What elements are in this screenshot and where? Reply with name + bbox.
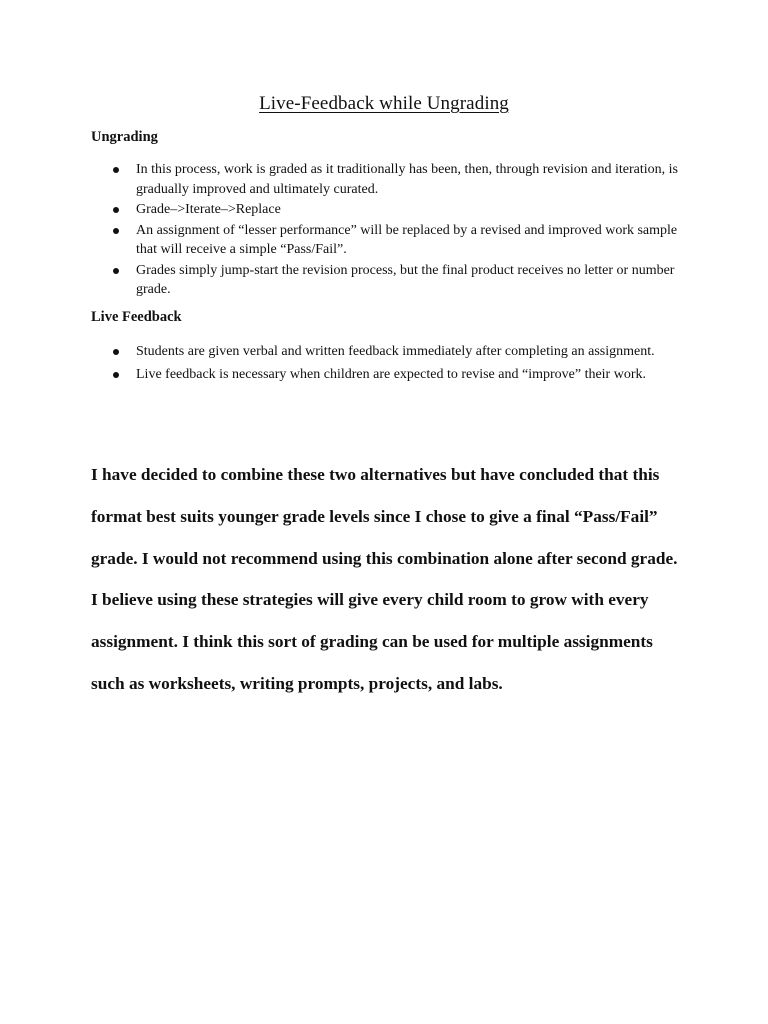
bullet-icon: [113, 349, 119, 355]
bullet-icon: [113, 228, 119, 234]
bullet-icon: [113, 268, 119, 274]
list-item-text: In this process, work is graded as it traditionally has been, then, through revision and iteration, is gradually improved and ultimately curated.: [136, 162, 678, 197]
section-heading-ungrading: Ungrading: [91, 129, 158, 145]
list-item-text: Live feedback is necessary when children are expected to revise and “improve” their work.: [136, 366, 646, 382]
list-item: [91, 200, 681, 220]
list-item-text: Grade–>Iterate–>Replace: [136, 202, 281, 217]
list-item: [91, 261, 681, 300]
conclusion-paragraph: I have decided to combine these two alternatives but have concluded that this format best suits younger grade levels since I chose to give a final “Pass/Fail” grade. I would not recommend using this combination alone after second grade. I believe using these strategies will give every child room to grow with every assignment. I think this sort of grading can be used for multiple assignments such as worksheets, writing prompts, projects, and labs.: [91, 465, 678, 693]
bullet-list-ungrading: [91, 160, 681, 301]
list-item: [91, 160, 681, 199]
list-item-text: Students are given verbal and written feedback immediately after completing an assignment.: [136, 344, 655, 359]
list-item: [91, 221, 681, 260]
list-item-text: An assignment of “lesser performance” will be replaced by a revised and improved work sample that will receive a simple “Pass/Fail”.: [136, 222, 678, 257]
list-item: [91, 342, 681, 362]
document-title: Live-Feedback while Ungrading: [259, 93, 509, 114]
bullet-icon: [113, 207, 119, 213]
bullet-icon: [113, 167, 119, 173]
section-heading-live-feedback: Live Feedback: [91, 309, 182, 325]
list-item-text: Grades simply jump-start the revision process, but the final product receives no letter or number grade.: [136, 262, 675, 297]
bullet-icon: [113, 372, 119, 378]
bullet-list-live-feedback: [91, 342, 681, 387]
list-item: [91, 365, 681, 385]
